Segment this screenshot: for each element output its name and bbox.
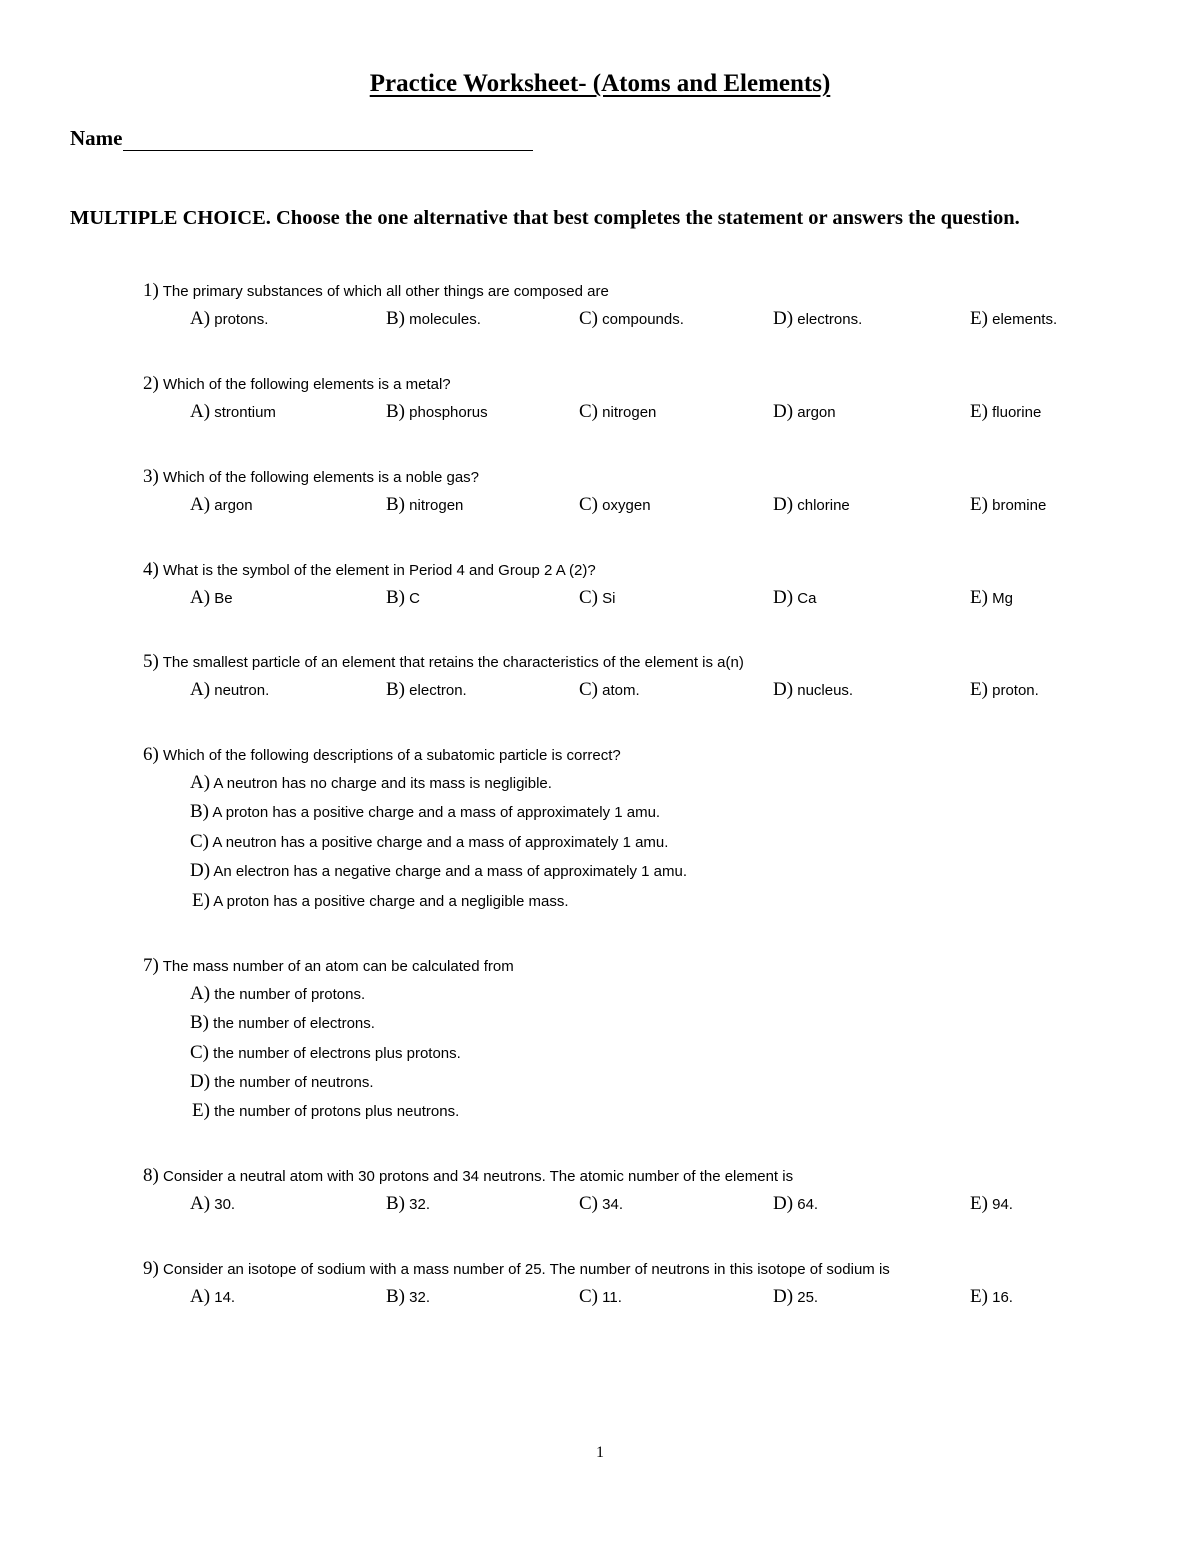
option-d[interactable]	[773, 494, 850, 516]
option-a[interactable]	[190, 679, 269, 701]
question-stem	[143, 651, 744, 673]
option-text: 11.	[602, 1289, 622, 1306]
option-text: 32.	[409, 1289, 431, 1306]
question-number: 6)	[143, 744, 159, 765]
option-c[interactable]	[579, 308, 684, 330]
question-number: 4)	[143, 559, 159, 580]
question-text: Consider a neutral atom with 30 protons and 34 neutrons. The atomic number of the element is	[163, 1168, 794, 1185]
option-e[interactable]	[970, 679, 1039, 701]
option-text: argon	[797, 404, 836, 421]
option-letter: D)	[773, 1193, 794, 1214]
option-letter: D)	[773, 679, 794, 700]
option-text: Mg	[992, 590, 1013, 607]
option-c[interactable]	[579, 587, 616, 609]
option-text: bromine	[992, 497, 1047, 514]
question-text: The smallest particle of an element that retains the characteristics of the element is a(n)	[162, 654, 744, 671]
option-c[interactable]	[190, 1042, 461, 1064]
option-letter: E)	[192, 1100, 210, 1121]
option-letter: E)	[970, 587, 988, 608]
option-text: nucleus.	[797, 682, 854, 699]
option-letter: E)	[970, 679, 988, 700]
option-text: electron.	[409, 682, 467, 699]
option-letter: D)	[773, 1286, 794, 1307]
name-field[interactable]	[70, 126, 533, 151]
option-letter: B)	[386, 679, 405, 700]
option-letter: B)	[386, 494, 405, 515]
question-stem	[143, 1165, 793, 1187]
option-letter: A)	[190, 494, 211, 515]
option-text: 32.	[409, 1196, 431, 1213]
option-d[interactable]	[773, 587, 816, 609]
option-letter: C)	[579, 1286, 598, 1307]
option-d[interactable]	[773, 401, 836, 423]
option-a[interactable]	[190, 1193, 235, 1215]
option-letter: E)	[970, 1286, 988, 1307]
option-c[interactable]	[579, 679, 640, 701]
option-letter: A)	[190, 401, 211, 422]
question-text: Which of the following elements is a metal?	[163, 376, 451, 393]
option-letter: B)	[386, 308, 405, 329]
question-stem	[143, 559, 596, 581]
options-row	[0, 587, 1200, 611]
question-text: What is the symbol of the element in Period 4 and Group 2 A (2)?	[163, 562, 596, 579]
option-c[interactable]	[579, 494, 651, 516]
option-text: electrons.	[797, 311, 863, 328]
option-letter: B)	[190, 801, 209, 822]
option-e[interactable]	[970, 494, 1046, 516]
question-number: 8)	[143, 1165, 159, 1186]
option-text: compounds.	[602, 311, 684, 328]
option-letter: A)	[190, 1286, 211, 1307]
option-text: atom.	[602, 682, 640, 699]
option-letter: C)	[579, 308, 598, 329]
option-b[interactable]	[386, 679, 467, 701]
question-stem	[143, 373, 451, 395]
option-text: neutron.	[214, 682, 270, 699]
option-b[interactable]	[190, 1012, 375, 1034]
option-text: Be	[214, 590, 233, 607]
option-letter: D)	[773, 494, 794, 515]
option-e[interactable]	[970, 587, 1013, 609]
option-letter: C)	[190, 1042, 209, 1063]
option-e[interactable]	[970, 401, 1041, 423]
question-text: Which of the following elements is a noble gas?	[163, 469, 480, 486]
option-d[interactable]	[773, 1193, 818, 1215]
options-row	[0, 401, 1200, 425]
option-letter: E)	[970, 308, 988, 329]
option-b[interactable]	[190, 801, 660, 823]
instructions: MULTIPLE CHOICE. Choose the one alternative that best completes the statement or answers the question.	[70, 207, 1020, 229]
question-number: 1)	[143, 280, 159, 301]
question-number: 9)	[143, 1258, 159, 1279]
question-text: The mass number of an atom can be calculated from	[162, 958, 514, 975]
option-letter: A)	[190, 772, 211, 793]
option-c[interactable]	[579, 401, 656, 423]
option-text: An electron has a negative charge and a mass of approximately 1 amu.	[213, 863, 688, 880]
option-d[interactable]	[773, 679, 853, 701]
option-e[interactable]	[970, 1286, 1013, 1308]
option-letter: B)	[386, 587, 405, 608]
options-row	[0, 679, 1200, 703]
option-a[interactable]	[190, 401, 276, 423]
options-row	[0, 494, 1200, 518]
option-letter: D)	[190, 1071, 211, 1092]
question-text: Consider an isotope of sodium with a mass number of 25. The number of neutrons in this isotope of sodium is	[163, 1261, 890, 1278]
option-text: the number of protons.	[214, 986, 366, 1003]
question-number: 7)	[143, 955, 159, 976]
option-a[interactable]	[190, 494, 253, 516]
option-letter: C)	[579, 494, 598, 515]
option-text: the number of electrons.	[213, 1015, 375, 1032]
option-text: elements.	[992, 311, 1058, 328]
option-text: chlorine	[797, 497, 850, 514]
option-b[interactable]	[386, 1286, 430, 1308]
option-text: fluorine	[992, 404, 1042, 421]
option-text: A neutron has no charge and its mass is negligible.	[213, 775, 552, 792]
option-text: 34.	[602, 1196, 624, 1213]
option-b[interactable]	[386, 1193, 430, 1215]
option-letter: E)	[192, 890, 210, 911]
option-text: nitrogen	[602, 404, 657, 421]
option-d[interactable]	[190, 860, 687, 882]
option-text: strontium	[214, 404, 276, 421]
option-letter: E)	[970, 401, 988, 422]
option-e[interactable]	[192, 890, 569, 912]
option-text: phosphorus	[409, 404, 488, 421]
option-text: 64.	[797, 1196, 819, 1213]
option-text: proton.	[992, 682, 1039, 699]
option-text: nitrogen	[409, 497, 464, 514]
option-letter: A)	[190, 983, 211, 1004]
option-e[interactable]	[970, 1193, 1013, 1215]
option-e[interactable]	[192, 1100, 459, 1122]
option-d[interactable]	[190, 1071, 374, 1093]
option-d[interactable]	[773, 308, 862, 330]
option-a[interactable]	[190, 308, 268, 330]
option-letter: E)	[970, 1193, 988, 1214]
option-text: oxygen	[602, 497, 651, 514]
question-number: 5)	[143, 651, 159, 672]
option-text: the number of electrons plus protons.	[213, 1045, 461, 1062]
option-text: molecules.	[409, 311, 481, 328]
option-letter: A)	[190, 1193, 211, 1214]
option-letter: D)	[773, 401, 794, 422]
option-text: protons.	[214, 311, 269, 328]
option-letter: C)	[579, 1193, 598, 1214]
option-e[interactable]	[970, 308, 1057, 330]
question-stem	[143, 955, 514, 977]
question-stem	[143, 280, 609, 302]
option-letter: A)	[190, 679, 211, 700]
option-text: argon	[214, 497, 253, 514]
option-text: 16.	[992, 1289, 1013, 1306]
options-row	[0, 1286, 1200, 1310]
option-text: A proton has a positive charge and a negligible mass.	[213, 893, 569, 910]
option-c[interactable]	[190, 831, 668, 853]
option-letter: D)	[190, 860, 211, 881]
option-text: 30.	[214, 1196, 236, 1213]
option-text: 14.	[214, 1289, 236, 1306]
option-letter: A)	[190, 308, 211, 329]
name-label: Name	[70, 126, 123, 150]
option-letter: D)	[773, 587, 794, 608]
question-stem	[143, 744, 621, 766]
option-a[interactable]	[190, 772, 552, 794]
question-text: The primary substances of which all other things are composed are	[162, 283, 609, 300]
option-letter: A)	[190, 587, 211, 608]
option-text: 94.	[992, 1196, 1013, 1213]
option-a[interactable]	[190, 587, 233, 609]
option-letter: B)	[386, 401, 405, 422]
question-text: Which of the following descriptions of a subatomic particle is correct?	[163, 747, 621, 764]
option-a[interactable]	[190, 1286, 235, 1308]
option-letter: C)	[579, 679, 598, 700]
option-letter: B)	[190, 1012, 209, 1033]
option-b[interactable]	[386, 494, 463, 516]
option-b[interactable]	[386, 401, 488, 423]
option-text: the number of protons plus neutrons.	[214, 1103, 460, 1120]
option-text: A neutron has a positive charge and a mass of approximately 1 amu.	[212, 834, 669, 851]
option-d[interactable]	[773, 1286, 818, 1308]
option-letter: E)	[970, 494, 988, 515]
page-title: Practice Worksheet- (Atoms and Elements)	[369, 70, 831, 97]
option-c[interactable]	[579, 1286, 622, 1308]
option-letter: C)	[579, 401, 598, 422]
option-b[interactable]	[386, 308, 481, 330]
options-row	[0, 1193, 1200, 1217]
question-number: 3)	[143, 466, 159, 487]
question-stem	[143, 1258, 890, 1280]
page-number: 1	[596, 1444, 604, 1461]
option-text: C	[409, 590, 421, 607]
option-c[interactable]	[579, 1193, 623, 1215]
option-text: the number of neutrons.	[214, 1074, 374, 1091]
option-b[interactable]	[386, 587, 420, 609]
option-text: 25.	[797, 1289, 819, 1306]
option-letter: C)	[579, 587, 598, 608]
option-a[interactable]	[190, 983, 365, 1005]
question-number: 2)	[143, 373, 159, 394]
option-letter: B)	[386, 1286, 405, 1307]
option-letter: D)	[773, 308, 794, 329]
option-text: Ca	[797, 590, 817, 607]
options-row	[0, 308, 1200, 332]
option-letter: B)	[386, 1193, 405, 1214]
option-letter: C)	[190, 831, 209, 852]
option-text: Si	[602, 590, 616, 607]
name-blank-line[interactable]	[123, 130, 533, 151]
option-text: A proton has a positive charge and a mass of approximately 1 amu.	[212, 804, 661, 821]
question-stem	[143, 466, 479, 488]
